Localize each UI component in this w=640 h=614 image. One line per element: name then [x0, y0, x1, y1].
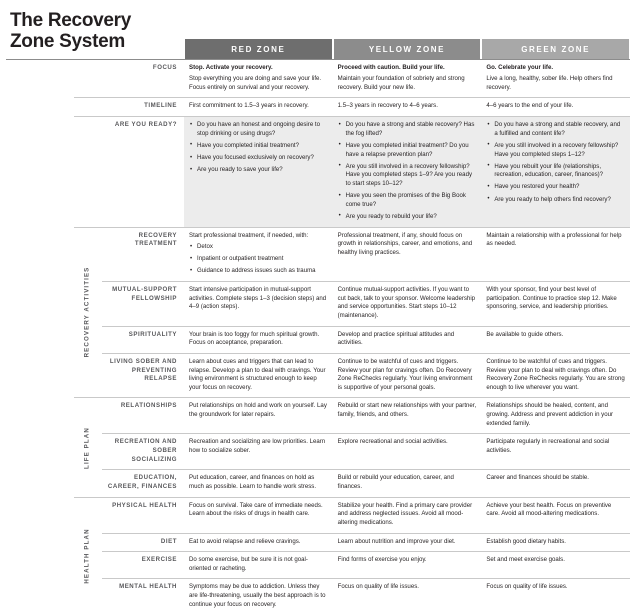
section-label-recovery-activities: [74, 227, 102, 398]
row-label-recovery-treatment: RECOVERY TREATMENT: [102, 227, 184, 282]
cell-focus-yellow: [333, 59, 482, 98]
spacer: [6, 497, 74, 533]
section-label-blank: [74, 116, 102, 226]
cell-exercise-yellow: [333, 551, 482, 578]
page-title: [6, 8, 184, 59]
cell-recreation-yellow: [333, 433, 482, 469]
row-label-spirituality: SPIRITUALITY: [102, 326, 184, 353]
cell-recreation-green-text: Participate regularly in recreational and social activities.: [486, 438, 610, 455]
cell-mutual-support-green-text: With your sponsor, find your best level of participation. Continue to practice step 12. Make sponsoring, service, and leadership priorities.: [486, 286, 617, 311]
row-label-diet: DIET: [102, 533, 184, 552]
section-label-health-plan-text: HEALTH PLAN: [83, 528, 91, 584]
cell-mutual-support-yellow: [333, 281, 482, 326]
list-item: • Detox: [197, 243, 328, 252]
spacer: [6, 397, 74, 433]
cell-physical-health-green-text: Achieve your best health. Focus on preventive care. Avoid all mood-altering medications.: [486, 501, 612, 518]
cell-timeline-green: [481, 97, 630, 116]
cell-mental-health-green: [481, 578, 630, 614]
list-item: • Are you ready to rebuild your life?: [346, 213, 477, 222]
row-label-exercise: EXERCISE: [102, 551, 184, 578]
cell-diet-yellow: [333, 533, 482, 552]
cell-exercise-green-text: Set and meet exercise goals.: [486, 556, 565, 564]
cell-education-red: [184, 469, 333, 496]
section-label-life-plan-text: LIFE PLAN: [83, 426, 91, 469]
cell-education-green: [481, 469, 630, 496]
cell-focus-green-body: Live a long, healthy, sober life. Help others find recovery.: [486, 75, 613, 91]
cell-recovery-treatment-green-text: Maintain a relationship with a professional for help as needed.: [486, 231, 622, 248]
cell-mental-health-red-text: Symptoms may be due to addiction. Unless they are life-threatening, usually the best approach is to continue your focus on recovery.: [189, 583, 326, 608]
cell-timeline-red-text: First commitment to 1.5–3 years in recovery.: [189, 102, 309, 110]
cell-diet-red-text: Eat to avoid relapse and relieve cravings.: [189, 537, 301, 545]
section-label-health-plan: [74, 497, 102, 614]
spacer: [6, 533, 74, 552]
spacer: [6, 97, 74, 116]
chart-grid: [6, 8, 630, 614]
spacer: [6, 578, 74, 614]
cell-diet-red: [184, 533, 333, 552]
list-item: • Are you ready to help others find recovery?: [494, 196, 625, 205]
cell-recovery-treatment-red: [184, 227, 333, 282]
section-label-recovery-activities-text: RECOVERY ACTIVITIES: [83, 267, 91, 358]
cell-focus-yellow-body: Maintain your foundation of sobriety and strong recovery. Build your new life.: [337, 75, 465, 91]
cell-education-yellow: [333, 469, 482, 496]
cell-spirituality-green: [481, 326, 630, 353]
cell-recovery-treatment-yellow: [333, 227, 482, 282]
cell-mental-health-yellow-text: Focus on quality of life issues.: [337, 583, 419, 591]
row-label-mutual-support-fellowship: MUTUAL-SUPPORT FELLOWSHIP: [102, 281, 184, 326]
cell-physical-health-yellow-text: Stabilize your health. Find a primary care provider and address neglected issues. Avoid all mood-altering medications.: [337, 501, 473, 526]
list-item: • Do you have a strong and stable recovery? Has the fog lifted?: [346, 121, 477, 138]
cell-spirituality-yellow-text: Develop and practice spiritual attitudes and activities.: [337, 330, 455, 347]
list-recovery-treatment-red: [189, 243, 328, 276]
cell-relationships-green: [481, 397, 630, 433]
cell-spirituality-red: [184, 326, 333, 353]
cell-living-sober-green: [481, 353, 630, 398]
list-item: • Are you still involved in a recovery fellowship? Have you completed steps 1–12?: [494, 142, 625, 159]
cell-mental-health-red: [184, 578, 333, 614]
cell-education-green-text: Career and finances should be stable.: [486, 474, 589, 482]
column-header-green-zone: GREEN ZONE: [482, 39, 629, 59]
cell-diet-yellow-text: Learn about nutrition and improve your diet.: [337, 537, 456, 545]
cell-diet-green-text: Establish good dietary habits.: [486, 537, 566, 545]
cell-exercise-red-text: Do some exercise, but be sure it is not goal-oriented or racheting.: [189, 556, 308, 572]
spacer: [6, 326, 74, 353]
cell-physical-health-green: [481, 497, 630, 533]
row-label-recreation: RECREATION AND SOBER SOCIALIZING: [102, 433, 184, 469]
list-item: • Inpatient or outpatient treatment: [197, 255, 328, 264]
spacer: [6, 281, 74, 326]
cell-education-red-text: Put education, career, and finances on hold as much as possible. Learn to handle work stress.: [189, 474, 317, 490]
spacer: [6, 469, 74, 496]
cell-ready-yellow: [333, 116, 482, 226]
cell-living-sober-green-text: Continue to be watchful of cues and triggers. Review your plan to deal with cravings often. Do Recovery Zone ReChecks regularly. You are strong enough to live wherever you want.: [486, 357, 625, 391]
list-ready-green: [486, 121, 625, 204]
cell-mutual-support-green: [481, 281, 630, 326]
row-label-mental-health: MENTAL HEALTH: [102, 578, 184, 614]
cell-focus-red-lead: Stop. Activate your recovery.: [189, 63, 273, 71]
section-label-blank: [74, 59, 102, 98]
cell-ready-green: [481, 116, 630, 226]
list-item: • Have you focused exclusively on recovery?: [197, 154, 328, 163]
cell-timeline-yellow-text: 1.5–3 years in recovery to 4–6 years.: [337, 102, 438, 110]
cell-focus-yellow-lead: Proceed with caution. Build your life.: [337, 63, 445, 71]
section-label-blank: [74, 97, 102, 116]
column-header-yellow-zone: YELLOW ZONE: [334, 39, 481, 59]
row-label-focus: FOCUS: [102, 59, 184, 98]
cell-spirituality-red-text: Your brain is too foggy for much spiritual growth. Focus on acceptance, preparation.: [189, 330, 320, 347]
cell-recovery-treatment-red-intro: Start professional treatment, if needed, with:: [189, 231, 309, 239]
list-ready-red: [189, 121, 328, 175]
cell-timeline-green-text: 4–6 years to the end of your life.: [486, 102, 574, 110]
cell-recreation-red-text: Recreation and socializing are low priorities. Learn how to socialize sober.: [189, 438, 326, 455]
list-item: • Have you rebuilt your life (relationships, recreation, education, career, finances)?: [494, 163, 625, 180]
cell-exercise-green: [481, 551, 630, 578]
cell-focus-green: [481, 59, 630, 98]
section-label-life-plan: [74, 397, 102, 496]
column-header-red-zone: RED ZONE: [185, 39, 332, 59]
cell-spirituality-green-text: Be available to guide others.: [486, 330, 564, 338]
list-item: • Have you restored your health?: [494, 183, 625, 192]
list-item: • Are you ready to save your life?: [197, 166, 328, 175]
row-label-living-sober: LIVING SOBER AND PREVENTING RELAPSE: [102, 353, 184, 398]
cell-relationships-red-text: Put relationships on hold and work on yourself. Lay the groundwork for later repairs.: [189, 402, 327, 419]
cell-living-sober-yellow: [333, 353, 482, 398]
spacer: [6, 433, 74, 469]
cell-mental-health-yellow: [333, 578, 482, 614]
cell-recreation-red: [184, 433, 333, 469]
cell-relationships-red: [184, 397, 333, 433]
row-label-education-career-finances: EDUCATION, CAREER, FINANCES: [102, 469, 184, 496]
row-label-physical-health: PHYSICAL HEALTH: [102, 497, 184, 533]
cell-mutual-support-yellow-text: Continue mutual-support activities. If you want to cut back, talk to your sponsor. Welcome leadership and service opportunities. Start steps 10–12 (maintenance).: [337, 286, 476, 319]
cell-diet-green: [481, 533, 630, 552]
cell-timeline-yellow: [333, 97, 482, 116]
cell-relationships-green-text: Relationships should be healed, content, and growing. Address and prevent addiction in your extended family.: [486, 402, 614, 427]
list-item: • Are you still involved in a recovery fellowship? Have you completed steps 1–9? Are you ready to start steps 10–12?: [346, 163, 477, 189]
cell-relationships-yellow-text: Rebuild or start new relationships with your partner, family, friends, and others.: [337, 402, 477, 419]
cell-exercise-red: [184, 551, 333, 578]
spacer: [6, 227, 74, 282]
list-item: • Have you completed initial treatment? Do you have a relapse prevention plan?: [346, 142, 477, 159]
cell-living-sober-red-text: Learn about cues and triggers that can lead to relapse. Develop a plan to deal with cravings. Your living environment is structured enough to keep your focus on recovery.: [189, 357, 326, 391]
cell-mutual-support-red-text: Start intensive participation in mutual-support activities. Complete steps 1–3 (decision steps) and 4–9 (action steps).: [189, 286, 327, 311]
cell-physical-health-red: [184, 497, 333, 533]
cell-recovery-treatment-yellow-text: Professional treatment, if any, should focus on growth in relationships, career, and emotions, and healthy living practices.: [337, 231, 473, 256]
cell-education-yellow-text: Build or rebuild your education, career, and finances.: [337, 474, 454, 490]
cell-living-sober-yellow-text: Continue to be watchful of cues and triggers. Review your plan for cravings often. Do Recovery Zone ReChecks regularly. Your living environment is supportive of your personal goals.: [337, 357, 473, 391]
list-item: • Do you have an honest and ongoing desire to stop drinking or using drugs?: [197, 121, 328, 138]
page-title-text: The Recovery Zone System: [10, 10, 132, 53]
cell-recreation-green: [481, 433, 630, 469]
cell-recreation-yellow-text: Explore recreational and social activities.: [337, 438, 448, 446]
list-item: • Have you completed initial treatment?: [197, 142, 328, 151]
row-label-are-you-ready: ARE YOU READY?: [102, 116, 184, 226]
list-item: • Have you seen the promises of the Big Book come true?: [346, 192, 477, 209]
spacer: [6, 59, 74, 98]
spacer: [6, 116, 74, 226]
cell-physical-health-red-text: Focus on survival. Take care of immediate needs. Learn about the risks of drugs in health care.: [189, 501, 323, 518]
row-label-timeline: TIMELINE: [102, 97, 184, 116]
cell-focus-red: [184, 59, 333, 98]
spacer: [6, 353, 74, 398]
cell-recovery-treatment-green: [481, 227, 630, 282]
cell-focus-red-body: Stop everything you are doing and save your life. Focus entirely on survival and your recovery.: [189, 75, 322, 91]
cell-focus-green-lead: Go. Celebrate your life.: [486, 63, 554, 71]
cell-spirituality-yellow: [333, 326, 482, 353]
list-ready-yellow: [338, 121, 477, 221]
cell-living-sober-red: [184, 353, 333, 398]
cell-exercise-yellow-text: Find forms of exercise you enjoy.: [337, 556, 427, 564]
cell-timeline-red: [184, 97, 333, 116]
cell-mutual-support-red: [184, 281, 333, 326]
list-item: • Do you have a strong and stable recovery, and a fulfilled and content life?: [494, 121, 625, 138]
list-item: • Guidance to address issues such as trauma: [197, 267, 328, 276]
cell-ready-red: [184, 116, 333, 226]
cell-mental-health-green-text: Focus on quality of life issues.: [486, 583, 568, 591]
row-label-relationships: RELATIONSHIPS: [102, 397, 184, 433]
spacer: [6, 551, 74, 578]
cell-relationships-yellow: [333, 397, 482, 433]
cell-physical-health-yellow: [333, 497, 482, 533]
